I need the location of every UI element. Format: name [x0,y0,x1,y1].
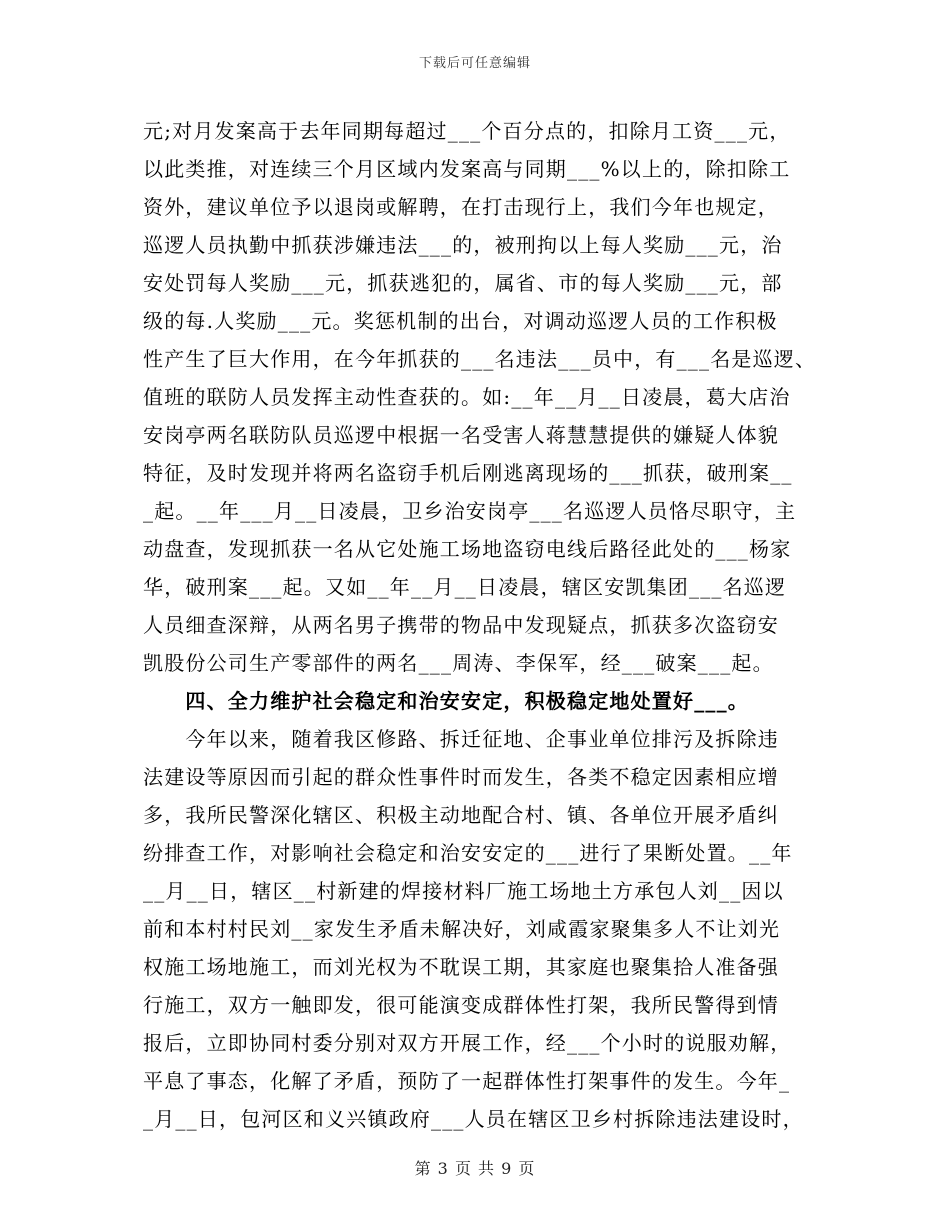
text-line: 特征，及时发现并将两名盗窃手机后刚逃离现场的___抓获，破刑案__ [143,461,793,485]
text-line: 性产生了巨大作用，在今年抓获的___名违法___员中，有___名是巡逻、 [143,347,817,371]
text-line: _起。__年___月__日凌晨，卫乡治安岗亭___名巡逻人员恪尽职守，主 [143,499,797,523]
text-line: 人员细查深辩，从两名男子携带的物品中发现疑点，抓获多次盗窃安 [143,613,779,637]
text-line: 安处罚每人奖励___元，抓获逃犯的，属省、市的每人奖励___元，部 [143,271,783,295]
text-line: __月__日，辖区__村新建的焊接材料厂施工场地土方承包人刘__因以 [143,879,784,903]
text-line: 元;对月发案高于去年同期每超过___个百分点的，扣除月工资___元， [143,119,791,143]
text-line: 级的每.人奖励___元。奖惩机制的出台，对调动巡逻人员的工作积极 [143,309,778,333]
text-line: 动盘查，发现抓获一名从它处施工场地盗窃电线后路径此处的___杨家 [143,537,792,561]
page-header: 下载后可任意编辑 [418,56,531,71]
text-line: 多，我所民警深化辖区、积极主动地配合村、镇、各单位开展矛盾纠 [143,803,779,827]
text-line: _月__日，包河区和义兴镇政府___人员在辖区卫乡村拆除违法建设时， [143,1107,804,1131]
text-line: 纷排查工作，对影响社会稳定和治安安定的___进行了果断处置。__年 [143,841,793,865]
section-heading: 四、全力维护社会稳定和治安安定，积极稳定地处置好___。 [143,689,749,713]
text-line: 凯股份公司生产零部件的两名___周涛、李保军，经___破案___起。 [143,651,774,675]
text-line: 行施工，双方一触即发，很可能演变成群体性打架，我所民警得到情 [143,993,779,1017]
document-body [143,112,823,1138]
text-line: 华，破刑案___起。又如__年__月__日凌晨，辖区安凯集团___名巡逻 [143,575,787,599]
page-number: 第 3 页 共 9 页 [414,1159,536,1178]
text-line: 今年以来，随着我区修路、拆迁征地、企事业单位排污及拆除违 [143,727,779,751]
text-line: 前和本村村民刘__家发生矛盾未解决好，刘咸霞家聚集多人不让刘光 [143,917,781,941]
text-line: 安岗亭两名联防队员巡逻中根据一名受害人蒋慧慧提供的嫌疑人体貌 [143,423,779,447]
text-line: 平息了事态，化解了矛盾，预防了一起群体性打架事件的发生。今年_ [143,1069,791,1093]
text-line: 权施工场地施工，而刘光权为不耽误工期，其家庭也聚集拾人准备强 [143,955,779,979]
text-line: 值班的联防人员发挥主动性查获的。如:__年__月__日凌晨，葛大店治 [143,385,791,409]
text-line: 巡逻人员执勤中抓获涉嫌违法___的，被刑拘以上每人奖励___元，治 [143,233,783,257]
text-line: 资外，建议单位予以退岗或解聘，在打击现行上，我们今年也规定， [143,195,779,219]
text-line: 以此类推，对连续三个月区域内发案高与同期___%以上的，除扣除工 [143,157,791,181]
text-line: 法建设等原因而引起的群众性事件时而发生，各类不稳定因素相应增 [143,765,779,789]
text-line: 报后，立即协同村委分别对双方开展工作，经___个小时的说服劝解， [143,1031,792,1055]
